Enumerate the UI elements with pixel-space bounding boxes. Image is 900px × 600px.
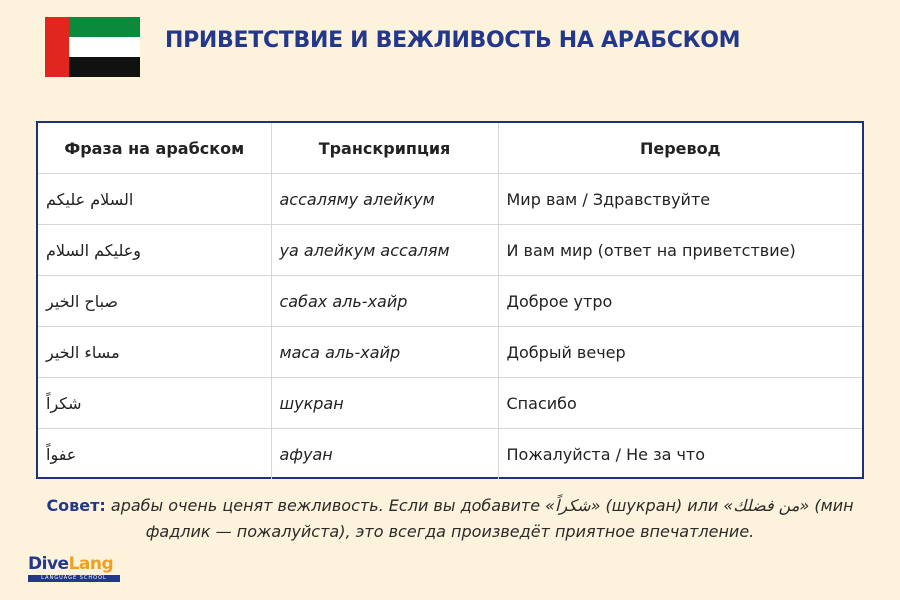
translation-cell: Мир вам / Здравствуйте xyxy=(498,174,862,225)
arabic-cell: السلام عليكم xyxy=(38,174,271,225)
transcription-cell: шукран xyxy=(271,378,498,429)
uae-flag-icon xyxy=(45,17,140,77)
table-row xyxy=(38,429,862,480)
logo-subtitle: LANGUAGE SCHOOL xyxy=(28,575,120,582)
tip-label: Совет: xyxy=(46,496,106,515)
column-header-transcription: Транскрипция xyxy=(271,123,498,174)
logo-wordmark: DiveLang xyxy=(28,554,114,574)
arabic-cell: شكراً xyxy=(38,378,271,429)
transcription-cell: ассаляму алейкум xyxy=(271,174,498,225)
phrase-table xyxy=(36,121,864,479)
table-row xyxy=(38,174,862,225)
translation-cell: Доброе утро xyxy=(498,276,862,327)
tip-text: арабы очень ценят вежливость. Если вы добавите «شكراً» (шукран) или «من فضلك» (мин фадлик — пожалуйста), это всегда произведёт приятное впечатление. xyxy=(105,496,854,541)
translation-cell: Добрый вечер xyxy=(498,327,862,378)
arabic-cell: صباح الخير xyxy=(38,276,271,327)
translation-cell: И вам мир (ответ на приветствие) xyxy=(498,225,862,276)
arabic-cell: وعليكم السلام xyxy=(38,225,271,276)
transcription-cell: уа алейкум ассалям xyxy=(271,225,498,276)
translation-cell: Спасибо xyxy=(498,378,862,429)
translation-cell: Пожалуйста / Не за что xyxy=(498,429,862,480)
transcription-cell: маса аль-хайр xyxy=(271,327,498,378)
transcription-cell: афуан xyxy=(271,429,498,480)
table-row xyxy=(38,378,862,429)
table-header-row xyxy=(38,123,862,174)
tip-note xyxy=(20,493,880,545)
table-row xyxy=(38,276,862,327)
table-row xyxy=(38,225,862,276)
page-title: ПРИВЕТСТВИЕ И ВЕЖЛИВОСТЬ НА АРАБСКОМ xyxy=(165,28,741,53)
table-row xyxy=(38,327,862,378)
arabic-cell: عفواً xyxy=(38,429,271,480)
column-header-translation: Перевод xyxy=(498,123,862,174)
arabic-cell: مساء الخير xyxy=(38,327,271,378)
school-logo xyxy=(28,554,123,586)
transcription-cell: сабах аль-хайр xyxy=(271,276,498,327)
column-header-arabic: Фраза на арабском xyxy=(38,123,271,174)
